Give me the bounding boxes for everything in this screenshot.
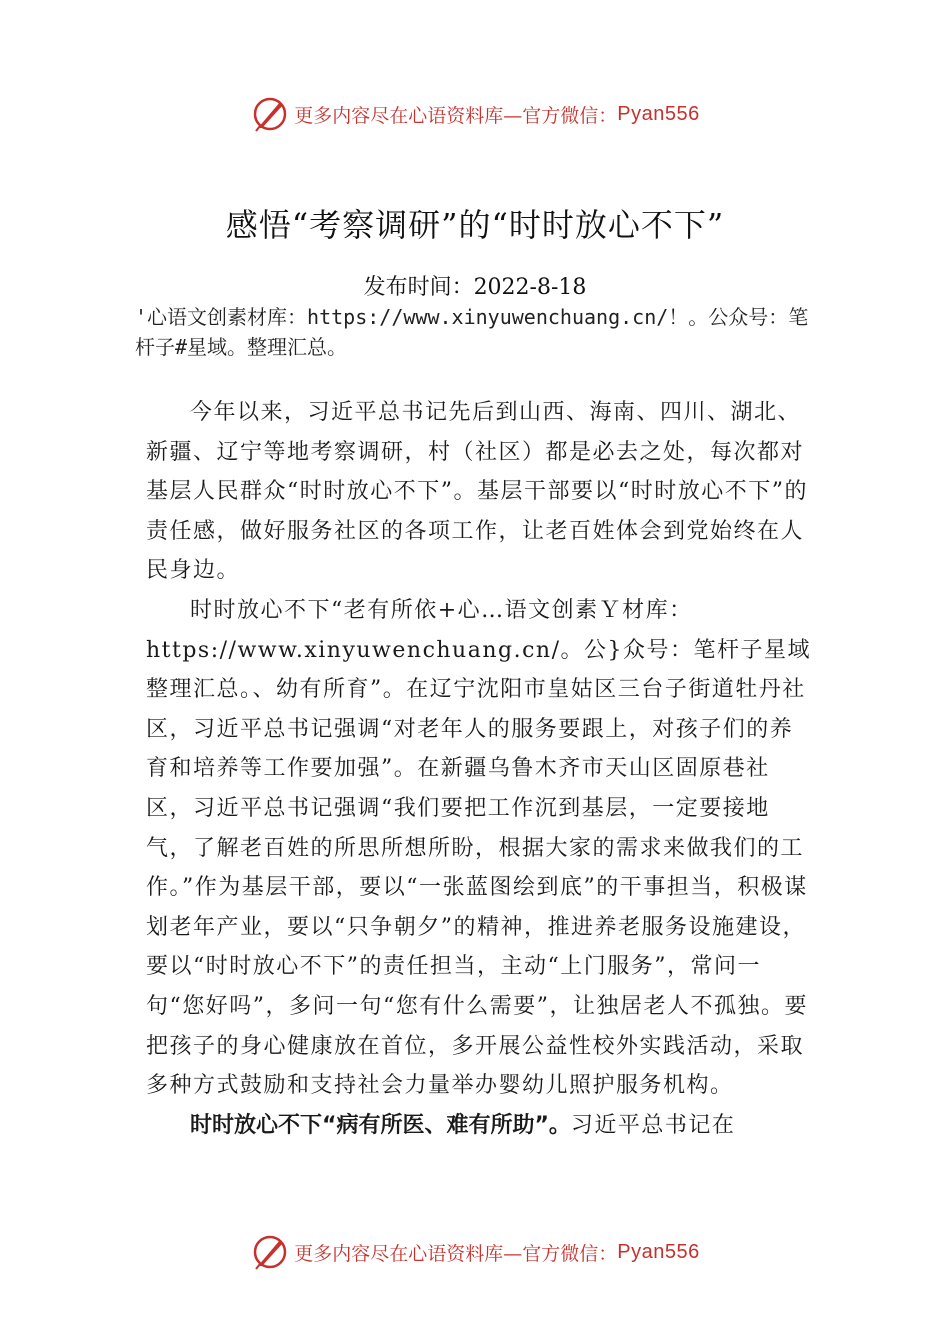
paragraph-rest: 习近平总书记在 <box>570 1112 736 1138</box>
article-body <box>146 393 816 1145</box>
paragraph-lead: 时时放心不下“病有所医、难有所助”。 <box>190 1112 571 1138</box>
quill-pen-logo-icon <box>250 1232 290 1272</box>
source-note: '心语文创素材库：https://www.xinyuwenchuang.cn/！。公众号：笔杆子#星域。整理汇总。 <box>135 305 809 359</box>
paragraph <box>146 1106 816 1146</box>
footer-banner-text: 更多内容尽在心语资料库—官方微信： <box>294 1242 618 1265</box>
paragraph: 今年以来，习近平总书记先后到山西、海南、四川、湖北、新疆、辽宁等地考察调研，村（社区）都是必去之处，每次都对基层人民群众“时时放心不下”。基层干部要以“时时放心不下”的责任感，做好服务社区的各项工作，让老百姓体会到党始终在人民身边。 <box>146 400 808 584</box>
footer-banner-wechat: Pyan556 <box>617 1240 700 1263</box>
footer-banner <box>0 1230 950 1274</box>
publish-date: 发布时间：2022-8-18 <box>363 275 587 300</box>
paragraph: 时时放心不下“老有所依+心…语文创素Ｙ材库：https://www.xinyuwenchuang.cn/。公}众号：笔杆子星域整理汇总。、幼有所育”。在辽宁沈阳市皇姑区三台子街道牡丹社区，习近平总书记强调“对老年人的服务要跟上，对孩子们的养育和培养等工作要加强”。在新疆乌鲁木齐市天山区固原巷社区，习近平总书记强调“我们要把工作沉到基层，一定要接地气，了解老百姓的所思所想所盼，根据大家的需求来做我们的工作。”作为基层干部，要以“一张蓝图绘到底”的干事担当，积极谋划老年产业，要以“只争朝夕”的精神，推进养老服务设施建设，要以“时时放心不下”的责任担当，主动“上门服务”，常问一句“您好吗”，多问一句“您有什么需要”，让独居老人不孤独。要把孩子的身心健康放在首位，多开展公益性校外实践活动，采取多种方式鼓励和支持社会力量举办婴幼儿照护服务机构。 <box>146 597 811 1099</box>
header-banner-text: 更多内容尽在心语资料库—官方微信： <box>294 104 618 127</box>
header-banner-wechat: Pyan556 <box>617 102 700 125</box>
header-banner <box>0 92 950 136</box>
quill-pen-logo-icon <box>250 94 290 134</box>
document-title: 感悟“考察调研”的“时时放心不下” <box>225 206 725 244</box>
